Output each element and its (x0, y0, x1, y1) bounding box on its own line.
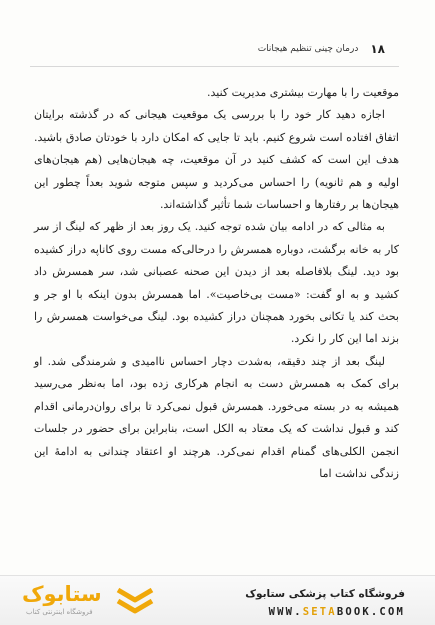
logo-wordmark: ستابوک (22, 582, 102, 606)
running-head (30, 40, 385, 58)
paragraph-3: به مثالی که در ادامه بیان شده توجه کنید. یک روز بعد از ظهر که لینگ از سر کار به خانه برگشت، دوباره همسرش را درحالی‌که مست روی کاناپه دراز کشیده بود دید. لینگ بلافاصله بعد از دیدن این صحنه عصبانی شد، سر همسرش داد کشید و به او گفت: «مست بی‌خاصیت». اما همسرش بدون اینکه با او جر و بحث کند یا تکانی بخورد همچنان دراز کشیده بود. لینگ می‌خواست همسرش را بزند اما این کار را نکرد. (34, 220, 399, 346)
paragraph-4: لینگ بعد از چند دقیقه، به‌شدت دچار احساس ناامیدی و شرمندگی شد. او برای کمک به همسرش دست به انجام هرکاری زده بود، اما به‌نظر می‌رسید همیشه به در بسته می‌خورد. همسرش قبول نمی‌کرد تا برای روان‌درمانی اقدام کند و قبول نداشت که یک معتاد به الکل است، بنابراین برای حضور در جلسات انجمن الکلی‌های گمنام اقدام نمی‌کرد. هرچند او اعتقاد چندانی به ادامهٔ این زندگی نداشت اما (34, 354, 399, 480)
body-text (34, 82, 399, 485)
logo-subtext: فروشگاه اینترنتی کتاب (26, 608, 93, 616)
store-name: فروشگاه کتاب پزشکی ستابوک (245, 588, 405, 600)
page-number: ۱۸ (370, 42, 385, 56)
header-divider (30, 66, 399, 67)
paragraph-2: اجازه دهید کار خود را با بررسی یک موقعیت هیجانی که در گذشته برایتان اتفاق افتاده است شروع کنیم. باید تا جایی که امکان دارد با خودتان صادق باشید. هدف این است که کشف کنید در آن موقعیت، چه هیجان‌هایی (هم هیجان‌های اولیه و هم ثانویه) را احساس می‌کردید و سپس متوجه شوید بعداً چطور این هیجان‌ها بر رفتارها و احساسات شما تأثیر گذاشته‌اند. (34, 108, 399, 212)
store-logo[interactable] (12, 580, 172, 622)
url-suffix: BOOK.COM (336, 606, 405, 618)
paragraph-1: موقعیت را با مهارت بیشتری مدیریت کنید. (206, 86, 399, 99)
url-brand: SETA (302, 606, 337, 618)
store-url[interactable] (269, 606, 405, 618)
url-prefix: WWW. (268, 606, 303, 618)
store-footer-banner[interactable] (0, 575, 435, 625)
book-title: درمان چینی تنظیم هیجانات (257, 44, 359, 54)
chevron-stack-icon (114, 584, 156, 618)
